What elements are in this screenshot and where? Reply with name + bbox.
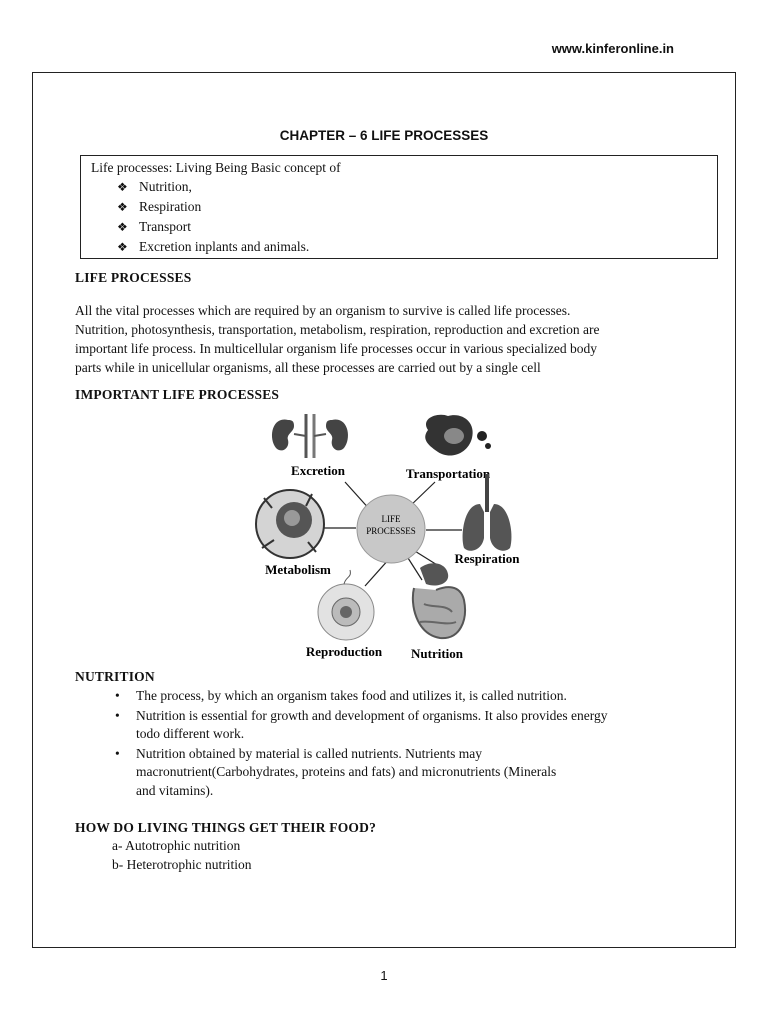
concept-item: ❖ Excretion inplants and animals. <box>117 237 707 257</box>
label-respiration: Respiration <box>454 551 520 566</box>
nutrition-bullet: • The process, by which an organism takes food and utilizes it, is called nutrition. <box>110 687 700 706</box>
connector-nutrition <box>408 558 422 580</box>
label-metabolism: Metabolism <box>265 562 331 577</box>
food-item-b: b- Heterotrophic nutrition <box>112 857 252 872</box>
concept-item: ❖ Transport <box>117 217 707 237</box>
life-processes-paragraph: All the vital processes which are required by an organism to survive is called life processes. Nutrition, photosynthesis, transportation, metabolism, respiration, reproduction and excretion are important life process. In multicellular organism life processes occur in various specialized body parts while in unicellular organisms, all these processes are carried out by a single cell <box>75 303 600 375</box>
label-excretion: Excretion <box>291 463 345 478</box>
food-heading: HOW DO LIVING THINGS GET THEIR FOOD? <box>75 820 377 835</box>
concept-item: ❖ Respiration <box>117 197 707 217</box>
center-label-1: LIFE <box>381 514 401 524</box>
page-number: 1 <box>380 968 388 983</box>
nutrition-bullets <box>110 687 700 801</box>
concept-list <box>91 177 707 257</box>
nutrition-bullet: • Nutrition is essential for growth and development of organisms. It also provides energy todo different work. <box>115 707 608 741</box>
concept-box <box>80 155 718 259</box>
site-url: www.kinferonline.in <box>551 41 674 56</box>
kidney-icon <box>272 414 348 458</box>
digestive-system-icon <box>413 563 465 638</box>
diamond-bullet-icon: ❖ <box>117 220 128 234</box>
label-reproduction: Reproduction <box>305 644 383 659</box>
cell-icon <box>256 490 324 558</box>
lungs-icon <box>463 474 512 551</box>
nutrition-bullet: • Nutrition obtained by material is called nutrients. Nutrients may macronutrient(Carbohydrates, proteins and fats) and micronutrients (Minerals and vitamins). <box>115 745 557 798</box>
bullet-dot-icon: • <box>115 707 120 723</box>
bullet-dot-icon: • <box>115 745 120 761</box>
diamond-bullet-icon: ❖ <box>117 200 128 214</box>
heart-icon <box>425 415 491 456</box>
nutrition-heading: NUTRITION <box>75 669 155 684</box>
ovum-icon <box>318 570 374 640</box>
diamond-bullet-icon: ❖ <box>117 180 128 194</box>
life-processes-heading: LIFE PROCESSES <box>75 270 192 285</box>
important-heading: IMPORTANT LIFE PROCESSES <box>75 387 280 402</box>
diamond-bullet-icon: ❖ <box>117 240 128 254</box>
food-item-a: a- Autotrophic nutrition <box>112 838 241 853</box>
label-transportation: Transportation <box>405 466 491 481</box>
center-label-2: PROCESSES <box>366 526 416 536</box>
life-processes-diagram <box>250 408 540 670</box>
concept-intro: Life processes: Living Being Basic concept of <box>91 160 341 175</box>
chapter-title: CHAPTER – 6 LIFE PROCESSES <box>279 128 489 143</box>
bullet-dot-icon: • <box>115 688 120 703</box>
label-nutrition: Nutrition <box>411 646 463 661</box>
concept-item: ❖ Nutrition, <box>117 177 707 197</box>
